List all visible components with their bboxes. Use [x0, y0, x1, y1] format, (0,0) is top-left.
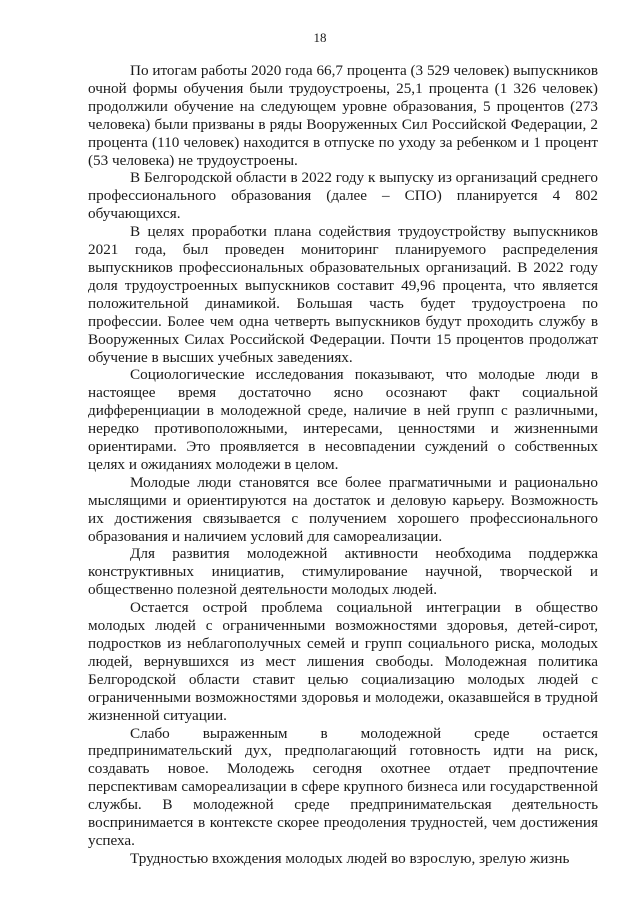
- paragraph-youth-activity: Для развития молодежной активности необходима поддержка конструктивных инициатив, стимулирование научной, творческой и общественно полезной деятельности молодых людей.: [88, 545, 598, 599]
- paragraph-adulthood: Трудностью вхождения молодых людей во взрослую, зрелую жизнь: [130, 849, 570, 867]
- paragraph-entrepreneurship: Слабо выраженным в молодежной среде остается предпринимательский дух, предполагающий готовность идти на риск, создавать новое. Молодежь сегодня охотнее отдает предпочтение перспективам самореализации в сфере крупного бизнеса или государственной службы. В молодежной среде предпринимательская деятельность воспринимается в контексте скорее преодоления трудностей, чем достижения успеха.: [88, 724, 598, 849]
- paragraph-sociological-research: Социологические исследования показывают, что молодые люди в настоящее время достаточно ясно осознают факт социальной дифференциации в молодежной среде, наличие в ней групп с различными, нередко противоположными, интересами, ценностями и жизненными ориентирами. Это проявляется в несовпадении суждений о собственных целях и ожиданиях молодежи в целом.: [88, 366, 598, 473]
- paragraph-pragmatism: Молодые люди становятся все более прагматичными и рационально мыслящими и ориентируются на достаток и деловую карьеру. Возможность их достижения связывается с получением хорошего профессионального образования и наличием условий для самореализации.: [88, 473, 598, 545]
- page-number: 18: [313, 30, 327, 45]
- paragraph-graduates-2022: В Белгородской области в 2022 году к выпуску из организаций среднего профессионального образования (далее – СПО) планируется 4 802 обучающихся.: [88, 169, 598, 223]
- paragraph-monitoring: В целях проработки плана содействия трудоустройству выпускников 2021 года, был проведен мониторинг планируемого распределения выпускников профессиональных образовательных организаций. В 2022 году доля трудоустроенных выпускников составит 49,96 процента, что является положительной динамикой. Большая часть будет трудоустроена по профессии. Более чем одна четверть выпускников будут проходить службу в Вооруженных Силах Российской Федерации. Почти 15 процентов продолжат обучение в высших учебных заведениях.: [88, 223, 598, 366]
- paragraph-social-integration: Остается острой проблема социальной интеграции в общество молодых людей с ограниченными возможностями здоровья, детей-сирот, подростков из неблагополучных семей и групп социального риска, молодых людей, вернувшихся из мест лишения свободы. Молодежная политика Белгородской области ставит целью социализацию молодых людей с ограниченными возможностями здоровья и молодежи, оказавшейся в трудной жизненной ситуации.: [88, 599, 598, 724]
- document-body: [88, 62, 598, 868]
- paragraph-employment-2020: По итогам работы 2020 года 66,7 процента (3 529 человек) выпускников очной формы обучения были трудоустроены, 25,1 процента (1 326 человек) продолжили обучение на следующем уровне образования, 5 процентов (273 человека) были призваны в ряды Вооруженных Сил Российской Федерации, 2 процента (110 человек) находится в отпуске по уходу за ребенком и 1 процент (53 человека) не трудоустроены.: [88, 62, 598, 169]
